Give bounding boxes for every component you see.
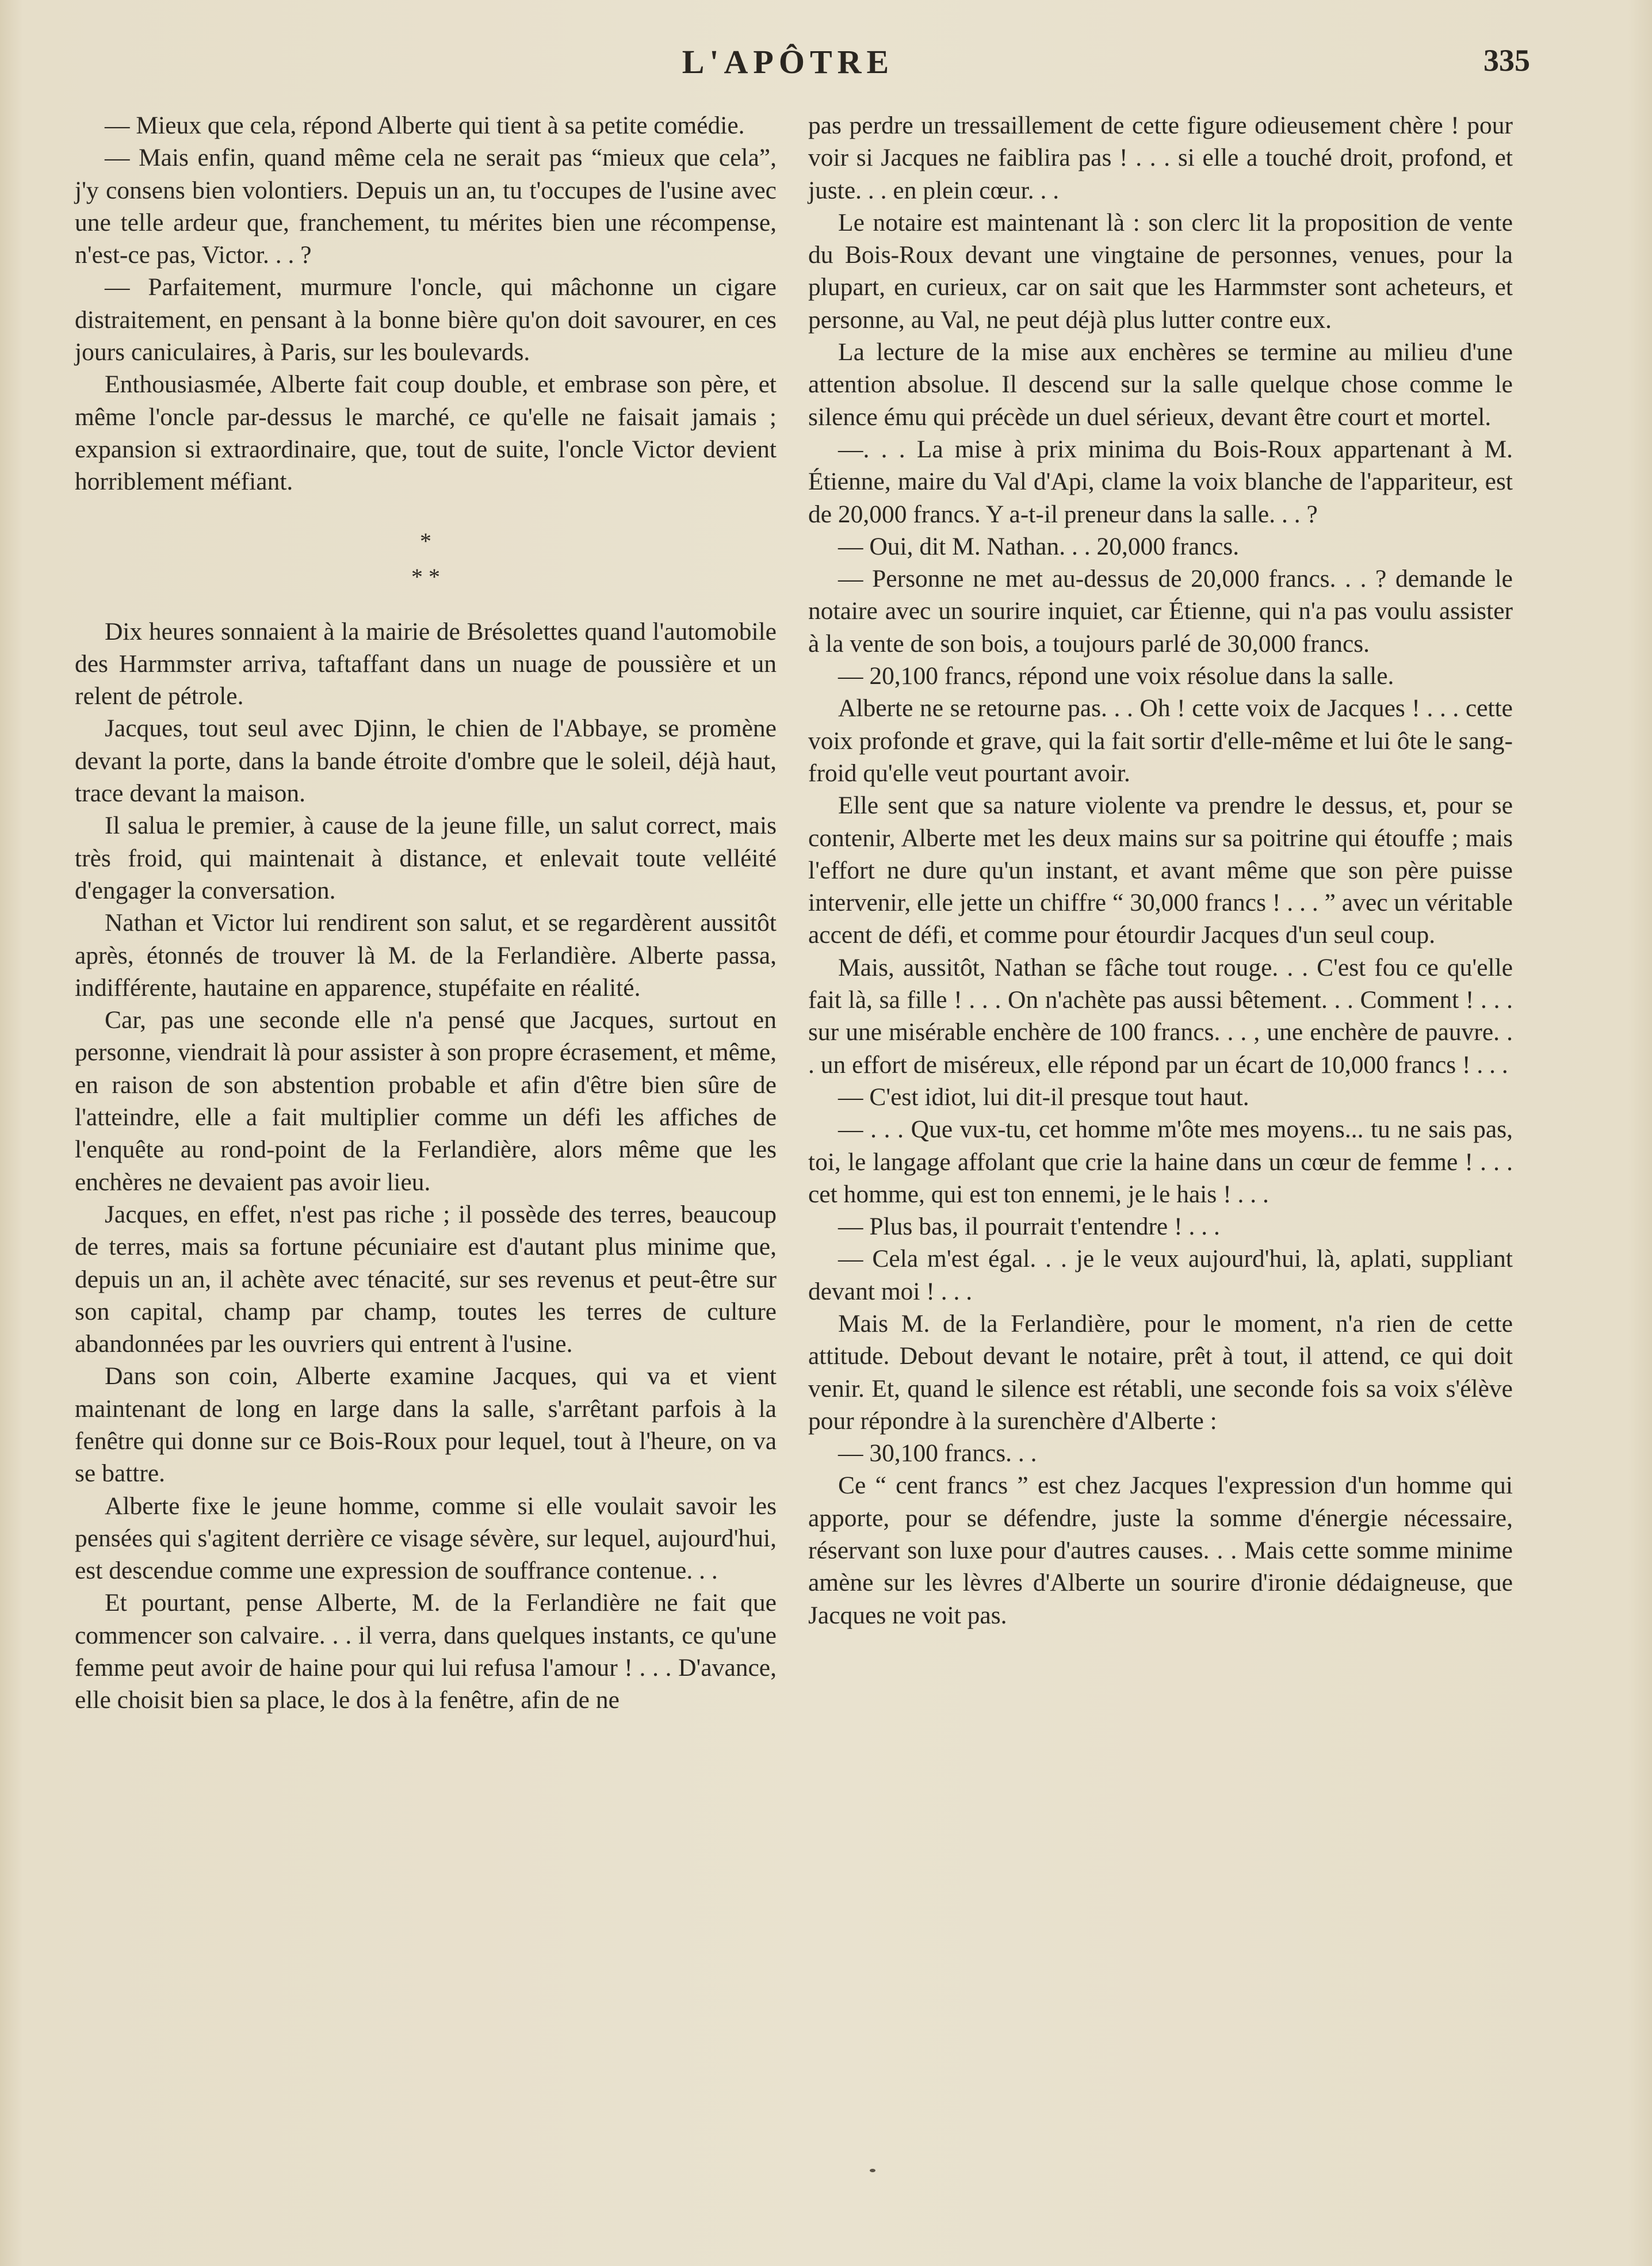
paragraph: Ce “ cent francs ” est chez Jacques l'expression d'un homme qui apporte, pour se défendre, juste la somme d'énergie nécessaire, réservant son luxe pour d'autres causes. . . Mais cette somme minime amène sur les lèvres d'Alberte un sourire d'ironie dédaigneuse, que Jacques ne voit pas. — [808, 1472, 1513, 1629]
paragraph: — Oui, dit M. Nathan. . . 20,000 francs. — [838, 532, 1240, 560]
paragraph: Jacques, en effet, n'est pas riche ; il possède des terres, beaucoup de terres, mais sa fortune pécuniaire est d'autant plus minime que, depuis un an, il achète avec ténacité, sur ses revenus et peut-être sur son capital, champ par champ, toutes les terres de culture abandonnées par les ouvriers qui entrent à l'usine. — [75, 1200, 777, 1358]
paragraph: Le notaire est maintenant là : son clerc lit la proposition de vente du Bois-Roux devant une vingtaine de personnes, venues, pour la plupart, en curieux, car on sait que les Harmmster sont acheteurs, et personne, au Val, ne peut déjà plus lutter contre eux. — [808, 208, 1513, 334]
running-header — [0, 36, 1652, 82]
paragraph: —. . . La mise à prix minima du Bois-Roux appartenant à M. Étienne, maire du Val d'Api, clame la voix blanche de l'appariteur, est de 20,000 francs. Y a-t-il preneur dans la salle. . . ? — [808, 435, 1513, 528]
paragraph: — 30,100 francs. . . — [838, 1439, 1037, 1468]
paragraph: — Personne ne met au-dessus de 20,000 francs. . . ? demande le notaire avec un sourire inquiet, car Étienne, qui n'a pas voulu assister à la vente de son bois, a toujours parlé de 30,000 francs. — [808, 565, 1513, 658]
paragraph: Dix heures sonnaient à la mairie de Brésolettes quand l'automobile des Harmmster arriva, taftaffant dans un nuage de poussière et un relent de pétrole. — [75, 617, 777, 710]
paragraph: Elle sent que sa nature violente va prendre le dessus, et, pour se contenir, Alberte met les deux mains sur sa poitrine qui étouffe ; mais l'effort ne dure qu'un instant, et avant même que son père puisse intervenir, elle jette un chiffre “ 30,000 francs ! . . . ” avec un véritable accent de défi, et comme pour étourdir Jacques d'un seul coup. — [808, 792, 1513, 949]
paragraph: Car, pas une seconde elle n'a pensé que Jacques, surtout en personne, viendrait là pour assister à son propre écrasement, et même, en raison de son abstention probable et afin d'être bien sûre de l'atteindre, elle a fait multiplier comme un défi les affiches de l'enquête au rond-point de la Ferlandière, alors même que les enchères ne devaient pas avoir lieu. — [75, 1006, 777, 1196]
paragraph: — Mieux que cela, répond Alberte qui tient à sa petite comédie. — [105, 112, 745, 139]
paragraph: — 20,100 francs, répond une voix résolue dans la salle. — [838, 662, 1394, 690]
paragraph: Et pourtant, pense Alberte, M. de la Ferlandière ne fait que commencer son calvaire. . . il verra, dans quelques instants, ce qu'une femme peut avoir de haine pour qui lui refusa l'amour ! . . . D'avance, elle choisit bien sa place, le dos à la fenêtre, afin de ne — [75, 1589, 777, 1714]
paragraph: Il salua le premier, à cause de la jeune fille, un salut correct, mais très froid, qui maintenait à distance, et enlevait toute velléité d'engager la conversation. — [75, 812, 777, 904]
section-break — [75, 523, 777, 595]
paragraph: — Cela m'est égal. . . je le veux aujourd'hui, là, aplati, suppliant devant moi ! . . . — [808, 1245, 1513, 1305]
paragraph: — . . . Que vux-tu, cet homme m'ôte mes moyens... tu ne sais pas, toi, le langage affolant que crie la haine dans un cœur de femme ! . . . cet homme, qui est ton ennemi, je le hais ! . . . — [808, 1115, 1513, 1208]
paragraph: — Parfaitement, murmure l'oncle, qui mâchonne un cigare distraitement, en pensant à la bonne bière qu'on doit savourer, en ces jours caniculaires, à Paris, sur les boulevards. — [75, 273, 777, 366]
paragraph: Jacques, tout seul avec Djinn, le chien de l'Abbaye, se promène devant la porte, dans la bande étroite d'ombre que le soleil, déjà haut, trace devant la maison. — [75, 714, 777, 808]
paragraph: Enthousiasmée, Alberte fait coup double, et embrase son père, et même l'oncle par-dessus le marché, ce qu'elle ne faisait jamais ; expansion si extraordinaire, que, tout de suite, l'oncle Victor devient horriblement méfiant. — [75, 370, 777, 496]
running-title: L'APÔTRE — [682, 43, 894, 81]
printer-mark-dot — [870, 2169, 875, 2172]
section-break-top-asterisk: * — [420, 528, 431, 554]
paragraph: — Mais enfin, quand même cela ne serait pas “mieux que cela”, j'y consens bien volontiers. Depuis un an, tu t'occupes de l'usine avec une telle ardeur que, franchement, tu mérites bien une récompense, n'est-ce pas, Victor. . . ? — [75, 144, 777, 269]
paragraph: — C'est idiot, lui dit-il presque tout haut. — [838, 1083, 1249, 1111]
left-column — [75, 109, 777, 1717]
paragraph: Alberte ne se retourne pas. . . Oh ! cette voix de Jacques ! . . . cette voix profonde et grave, qui la fait sortir d'elle-même et lui ôte le sang-froid qu'elle veut pourtant avoir. — [808, 694, 1513, 787]
paragraph: Dans son coin, Alberte examine Jacques, qui va et vient maintenant de long en large dans la salle, s'arrêtant parfois à la fenêtre qui donne sur ce Bois-Roux pour lequel, tout à l'heure, on va se battre. — [75, 1362, 777, 1488]
paragraph-continued: pas perdre un tressaillement de cette figure odieusement chère ! pour voir si Jacques ne faiblira pas ! . . . si elle a touché droit, profond, et juste. . . en plein cœur. . . — [808, 112, 1513, 204]
right-column — [808, 109, 1513, 1631]
paragraph: Alberte fixe le jeune homme, comme si elle voulait savoir les pensées qui s'agitent derrière ce visage sévère, sur lequel, aujourd'hui, est descendue comme une expression de souffrance contenue. . . — [75, 1492, 777, 1585]
paragraph: Mais M. de la Ferlandière, pour le moment, n'a rien de cette attitude. Debout devant le notaire, prêt à tout, il attend, ce qui doit venir. Et, quand le silence est rétabli, une seconde fois sa voix s'élève pour répondre à la surenchère d'Alberte : — [808, 1309, 1513, 1435]
paragraph: — Plus bas, il pourrait t'entendre ! . . . — [838, 1213, 1220, 1241]
paragraph: Nathan et Victor lui rendirent son salut, et se regardèrent aussitôt après, étonnés de trouver là M. de la Ferlandière. Alberte passa, indifférente, hautaine en apparence, stupéfaite en réalité. — [75, 909, 777, 1002]
paragraph: La lecture de la mise aux enchères se termine au milieu d'une attention absolue. Il descend sur la salle quelque chose comme le silence ému qui précède un duel sérieux, devant être court et mortel. — [808, 338, 1513, 431]
page-number: 335 — [1483, 43, 1530, 78]
paragraph: Mais, aussitôt, Nathan se fâche tout rouge. . . C'est fou ce qu'elle fait là, sa fille ! . . . On n'achète pas aussi bêtement. . . Comment ! . . . sur une misérable enchère de 100 francs. . . , une enchère de pauvre. . . un effort de miséreux, elle répond par un écart de 10,000 francs ! . . . — [808, 953, 1513, 1079]
section-break-bottom-asterisks: * * — [411, 563, 440, 590]
